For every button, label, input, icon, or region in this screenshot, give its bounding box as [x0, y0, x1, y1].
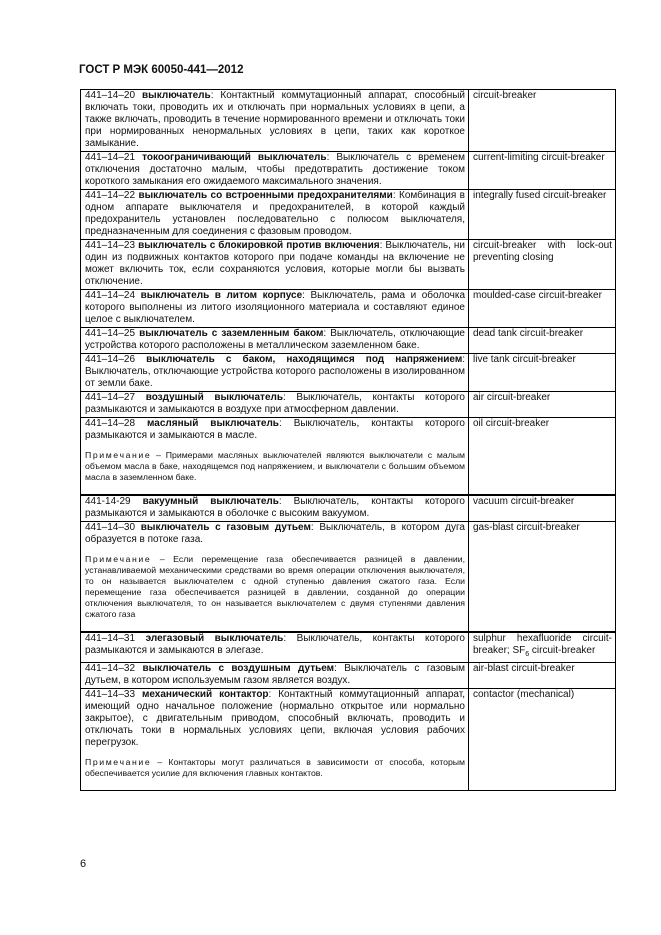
term-definition-cell	[81, 354, 469, 392]
definition-text: : Выключатель, отключающие устройства которого расположены в металлическом заземленном баке.	[85, 328, 465, 351]
term-name: вакуумный выключатель	[142, 496, 279, 507]
english-term	[473, 90, 612, 102]
english-term-text: oil circuit-breaker	[473, 418, 550, 429]
definition-text: : Выключатель, контакты которого размыкаются и замыкаются в воздухе при атмосферном давлении.	[85, 392, 465, 415]
english-term-cell	[469, 418, 616, 496]
term-definition-cell	[81, 190, 469, 240]
term-definition	[85, 663, 465, 687]
english-term-text: air circuit-breaker	[473, 392, 551, 403]
term-definition	[85, 354, 465, 390]
definition-text: : Выключатель, отключающие устройства которого расположены в изолированном от земли баке.	[85, 354, 466, 389]
term-definition	[85, 522, 465, 546]
definition-text: : Выключатель, рама и оболочка которого выполнены из литого изоляционного материала и составляют единое целое с выключателем.	[85, 290, 466, 325]
definition-text: : Выключатель, в котором дуга образуется в потоке газа.	[85, 522, 465, 545]
term-definition	[85, 633, 465, 657]
english-term-text: circuit-breaker with lock-out preventing closing	[473, 240, 612, 263]
english-term-cell	[469, 495, 616, 522]
term-definition	[85, 190, 465, 238]
english-term-cell	[469, 240, 616, 290]
english-term-subscript: 6	[525, 651, 530, 658]
term-definition-cell	[81, 152, 469, 190]
english-term-text: dead tank circuit-breaker	[473, 328, 584, 339]
term-definition	[85, 328, 465, 352]
term-number: 441–14–23	[85, 240, 136, 251]
english-term-cell	[469, 328, 616, 354]
definition-text: : Выключатель, ни один из подвижных контактов которого при подаче команды на включение не может включить ток, если сохраняются условия, которые могли бы вызвать отключение.	[85, 240, 466, 287]
term-name: выключатель со встроенными предохранителями	[138, 190, 393, 201]
term-definition-cell	[81, 392, 469, 418]
term-definition-cell	[81, 689, 469, 791]
term-definition	[85, 418, 465, 442]
english-term-cell	[469, 522, 616, 633]
term-row	[81, 418, 616, 496]
term-row	[81, 240, 616, 290]
term-name: механический контактор	[141, 689, 269, 700]
term-definition	[85, 240, 465, 288]
term-number: 441–14–27	[85, 392, 136, 403]
term-definition	[85, 152, 465, 188]
term-name: воздушный выключатель	[145, 392, 284, 403]
term-definition-cell	[81, 90, 469, 152]
term-definition-cell	[81, 495, 469, 522]
english-term-text: live tank circuit-breaker	[473, 354, 576, 365]
term-number: 441–14–28	[85, 418, 136, 429]
term-row	[81, 290, 616, 328]
term-definition	[85, 90, 465, 150]
english-term-text: vacuum circuit-breaker	[473, 496, 575, 507]
term-row	[81, 190, 616, 240]
english-term-text: current-limiting circuit-breaker	[473, 152, 605, 163]
term-definition-cell	[81, 632, 469, 663]
english-term-text: contactor (mechanical)	[473, 689, 575, 700]
note-label: Примечание	[85, 757, 152, 767]
english-term	[473, 689, 612, 701]
english-term-cell	[469, 632, 616, 663]
english-term	[473, 190, 612, 202]
term-row	[81, 152, 616, 190]
term-name: выключатель в литом корпусе	[140, 290, 303, 301]
note-text: – Контакторы могут различаться в зависимости от способа, которым обеспечивается усилие для включения главных контактов.	[85, 757, 465, 778]
definition-text: : Выключатель с газовым дутьем, в котором используемым газом является воздух.	[85, 663, 466, 686]
term-definition	[85, 496, 465, 520]
term-number: 441–14–21	[85, 152, 136, 163]
term-row	[81, 522, 616, 633]
english-term	[473, 392, 612, 404]
english-term	[473, 418, 612, 430]
term-row	[81, 90, 616, 152]
term-name: выключатель с блокировкой против включения	[138, 240, 380, 251]
english-term-cell	[469, 290, 616, 328]
term-number: 441–14–20	[85, 90, 136, 101]
terms-table	[80, 89, 616, 791]
english-term	[473, 328, 612, 340]
english-term	[473, 354, 612, 366]
english-term	[473, 522, 612, 534]
english-term	[473, 663, 612, 675]
terms-table-body	[81, 90, 616, 791]
definition-text: : Комбинация в одном аппарате выключателя и предохранителей, в которой каждый предохранитель установлен последовательно с полюсом выключателя, предназначенным для соединения с фазовым проводом.	[85, 190, 465, 237]
english-term-text: sulphur hexafluoride circuit-breaker; SF	[473, 633, 612, 656]
english-term-cell	[469, 90, 616, 152]
document-header: ГОСТ Р МЭК 60050-441—2012	[79, 64, 244, 76]
english-term-cell	[469, 190, 616, 240]
term-definition-cell	[81, 663, 469, 689]
definition-text: : Выключатель с временем отключения достаточно малым, чтобы предотвратить достижение током короткого замыкания его ожидаемого максимального значения.	[85, 152, 465, 187]
page-number: 6	[80, 858, 87, 870]
term-definition	[85, 689, 465, 749]
term-note	[85, 450, 465, 483]
term-number: 441–14–31	[85, 633, 136, 644]
english-term	[473, 152, 612, 164]
term-row	[81, 495, 616, 522]
english-term-cell	[469, 392, 616, 418]
english-term-text: circuit-breaker	[473, 90, 537, 101]
term-name: выключатель с воздушным дутьем	[142, 663, 335, 674]
english-term	[473, 496, 612, 508]
term-row	[81, 392, 616, 418]
note-label: Примечание	[85, 450, 152, 460]
definition-text: : Выключатель, контакты которого размыкаются и замыкаются в оболочке с высоким вакуумом.	[85, 496, 465, 519]
english-term-cell	[469, 152, 616, 190]
term-name: выключатель	[142, 90, 211, 101]
english-term	[473, 633, 612, 661]
term-number: 441–14–25	[85, 328, 136, 339]
definition-text: : Контактный коммутационный аппарат, имеющий одно начальное положение (нормально открытое или нормально закрытое), с двигательным приводом, способный включать, проводить и отключать токи в нормальных условиях цепи, включая условия рабочих перегрузок.	[85, 689, 466, 748]
term-definition-cell	[81, 418, 469, 496]
note-label: Примечание	[85, 554, 152, 564]
term-row	[81, 632, 616, 663]
term-definition-cell	[81, 240, 469, 290]
note-text: – Если перемещение газа обеспечивается разницей в давлении, устанавливаемой механическими средствами во время операции отключения выключателя, то он называется выключателем с одной ступенью давления сжатого газа. Если перемещение газа обеспечивается разницей в давлении, созданной до операции отключения выключателя, то он называется выключателем с двумя ступенями давления сжатого газа	[85, 554, 465, 619]
term-number: 441–14–30	[85, 522, 136, 533]
term-name: выключатель с заземленным баком	[139, 328, 324, 339]
term-definition-cell	[81, 290, 469, 328]
english-term-suffix: circuit-breaker	[529, 645, 596, 656]
term-row	[81, 663, 616, 689]
english-term-cell	[469, 689, 616, 791]
term-name: выключатель с газовым дутьем	[140, 522, 311, 533]
term-definition-cell	[81, 522, 469, 633]
term-row	[81, 689, 616, 791]
term-name: выключатель с баком, находящимся под напряжением	[146, 354, 463, 365]
english-term-text: moulded-case circuit-breaker	[473, 290, 602, 301]
english-term-text: gas-blast circuit-breaker	[473, 522, 580, 533]
note-text: – Примерами масляных выключателей являются выключатели с малым объемом масла в баке, находящемся под напряжением, и выключатели с большим объемом масла в заземленном баке.	[85, 450, 465, 482]
english-term	[473, 240, 612, 264]
term-row	[81, 328, 616, 354]
term-row	[81, 354, 616, 392]
term-definition	[85, 290, 465, 326]
term-note	[85, 757, 465, 779]
definition-text: : Выключатель, контакты которого размыкаются и замыкаются в масле.	[85, 418, 465, 441]
term-number: 441–14–33	[85, 689, 136, 700]
term-number: 441–14–26	[85, 354, 136, 365]
english-term-text: air-blast circuit-breaker	[473, 663, 575, 674]
definition-text: : Выключатель, контакты которого размыкаются и замыкаются в элегазе.	[85, 633, 465, 656]
english-term	[473, 290, 612, 302]
term-definition-cell	[81, 328, 469, 354]
english-term-cell	[469, 663, 616, 689]
term-definition	[85, 392, 465, 416]
term-name: токоограничивающий выключатель	[142, 152, 327, 163]
english-term-cell	[469, 354, 616, 392]
term-number: 441–14–32	[85, 663, 136, 674]
term-name: масляный выключатель	[147, 418, 279, 429]
term-number: 441-14-29	[85, 496, 131, 507]
english-term-text: integrally fused circuit-breaker	[473, 190, 607, 201]
term-number: 441–14–22	[85, 190, 136, 201]
term-number: 441–14–24	[85, 290, 136, 301]
term-name: элегазовый выключатель	[145, 633, 284, 644]
term-note	[85, 554, 465, 620]
definition-text: : Контактный коммутационный аппарат, способный включать токи, проводить их и отключать при нормальных условиях в цепи, а также включать, проводить в течение нормированного времени и отключать токи при нормированных ненормальных условиях в цепи, таких как короткое замыкание.	[85, 90, 466, 149]
